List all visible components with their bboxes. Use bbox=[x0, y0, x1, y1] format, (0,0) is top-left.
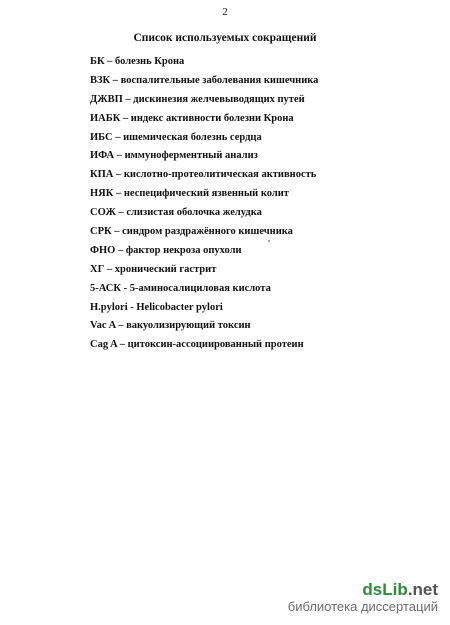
watermark-subtitle: библиотека диссертаций bbox=[287, 599, 438, 614]
abbreviation-item: ФНО – фактор некроза опухоли bbox=[90, 244, 242, 256]
abbreviation-item: ВЗК – воспалительные заболевания кишечника bbox=[90, 74, 319, 86]
abbreviation-item: СОЖ – слизистая оболочка желудка bbox=[90, 207, 262, 219]
abbreviation-item: 5-АСК - 5-аминосалициловая кислота bbox=[90, 282, 271, 294]
page-number: 2 bbox=[222, 6, 228, 18]
abbreviation-item: БК – болезнь Крона bbox=[90, 56, 185, 67]
abbreviation-item: НЯК – неспецифический язвенный колит bbox=[90, 188, 289, 200]
abbreviation-item: H.pylori - Helicobacter pylori bbox=[90, 301, 223, 313]
abbreviation-item: СРК – синдром раздражённого кишечника bbox=[90, 226, 293, 238]
abbreviation-item: Vac A – вакуолизирующий токсин bbox=[90, 320, 251, 332]
watermark-logo bbox=[288, 581, 438, 599]
abbreviation-item: ИАБК – индекс активности болезни Крона bbox=[90, 112, 294, 124]
abbreviation-item: ХГ – хронический гастрит bbox=[90, 263, 217, 275]
scan-speck bbox=[268, 240, 270, 242]
abbreviation-item: ИБС – ишемическая болезнь сердца bbox=[90, 131, 262, 143]
abbreviation-item: КПА – кислотно-протеолитическая активность bbox=[90, 169, 317, 181]
watermark bbox=[288, 581, 438, 615]
abbreviation-list bbox=[90, 53, 420, 355]
watermark-brand: dsLib bbox=[362, 580, 408, 599]
abbreviation-item: Cag A – цитоксин-ассоциированный протеин bbox=[90, 339, 304, 351]
watermark-tld: .net bbox=[407, 580, 438, 599]
abbreviation-item: ИФА – иммуноферментный анализ bbox=[90, 150, 258, 162]
abbreviation-item: ДЖВП – дискинезия желчевыводящих путей bbox=[90, 93, 305, 105]
page-title: Список используемых сокращений bbox=[133, 32, 317, 44]
